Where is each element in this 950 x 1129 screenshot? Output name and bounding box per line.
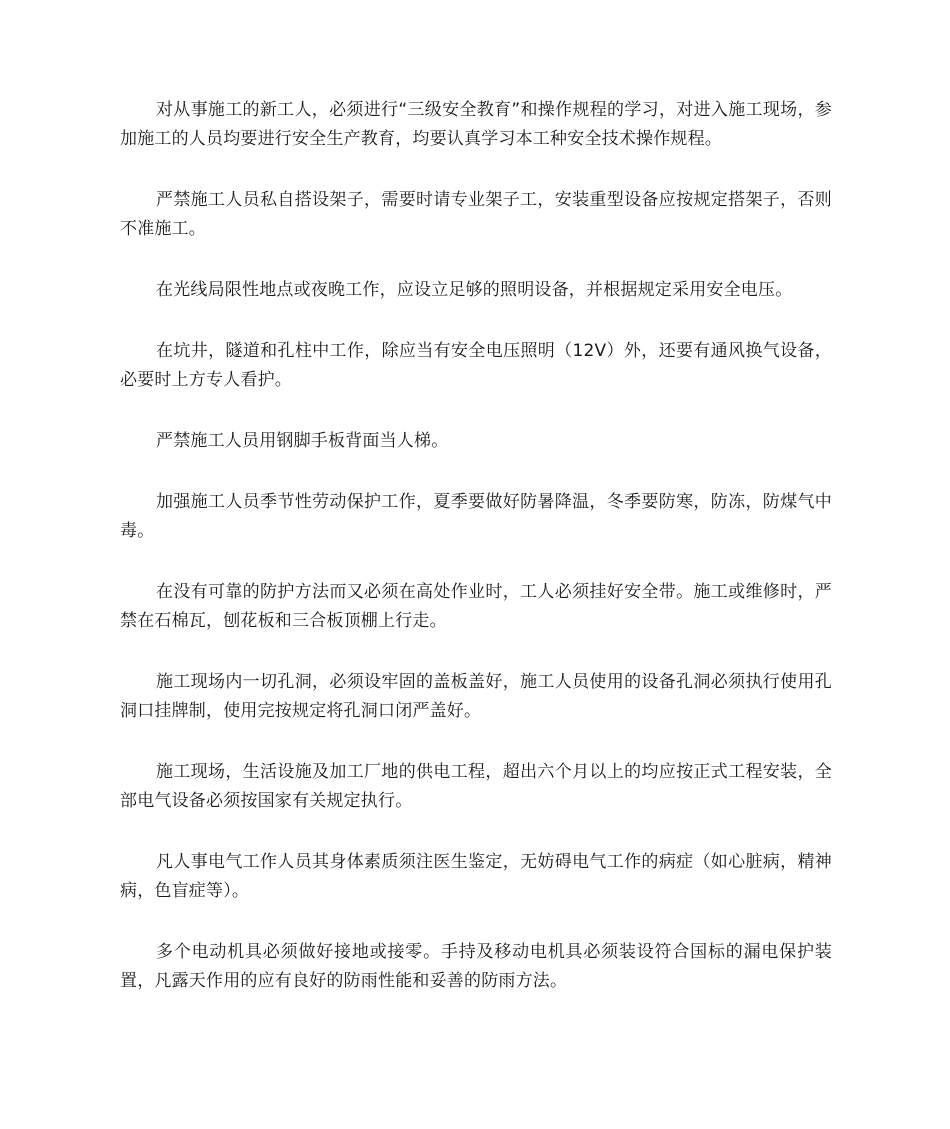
paragraph-7: 在没有可靠的防护方法而又必须在高处作业时，工人必须挂好安全带。施工或维修时，严禁在石棉瓦，刨花板和三合板顶棚上行走。: [120, 582, 832, 631]
paragraph-9: 施工现场，生活设施及加工厂地的供电工程，超出六个月以上的均应按正式工程安装，全部电气设备必须按国家有关规定执行。: [120, 762, 832, 811]
paragraph-4: 在坑井，隧道和孔柱中工作，除应当有安全电压照明（12V）外，还要有通风换气设备，必要时上方专人看护。: [120, 341, 832, 390]
paragraph-1: 对从事施工的新工人，必须进行“三级安全教育”和操作规程的学习，对进入施工现场，参加施工的人员均要进行安全生产教育，均要认真学习本工种安全技术操作规程。: [120, 100, 832, 149]
document-page: [120, 96, 832, 1028]
paragraph-5: 严禁施工人员用钢脚手板背面当人梯。: [156, 431, 449, 451]
paragraph-3: 在光线局限性地点或夜晚工作，应设立足够的照明设备，并根据规定采用安全电压。: [156, 280, 793, 300]
paragraph-11: 多个电动机具必须做好接地或接零。手持及移动电机具必须装设符合国标的漏电保护装置，凡露天作用的应有良好的防雨性能和妥善的防雨方法。: [120, 942, 832, 991]
paragraph-6: 加强施工人员季节性劳动保护工作，夏季要做好防暑降温，冬季要防寒，防冻，防煤气中毒。: [120, 492, 832, 541]
paragraph-8: 施工现场内一切孔洞，必须设牢固的盖板盖好，施工人员使用的设备孔洞必须执行使用孔洞口挂牌制，使用完按规定将孔洞口闭严盖好。: [120, 672, 832, 721]
paragraph-2: 严禁施工人员私自搭设架子，需要时请专业架子工，安装重型设备应按规定搭架子，否则不准施工。: [120, 190, 832, 239]
paragraph-10: 凡人事电气工作人员其身体素质须注医生鉴定，无妨碍电气工作的病症（如心脏病，精神病，色盲症等）。: [120, 852, 832, 901]
